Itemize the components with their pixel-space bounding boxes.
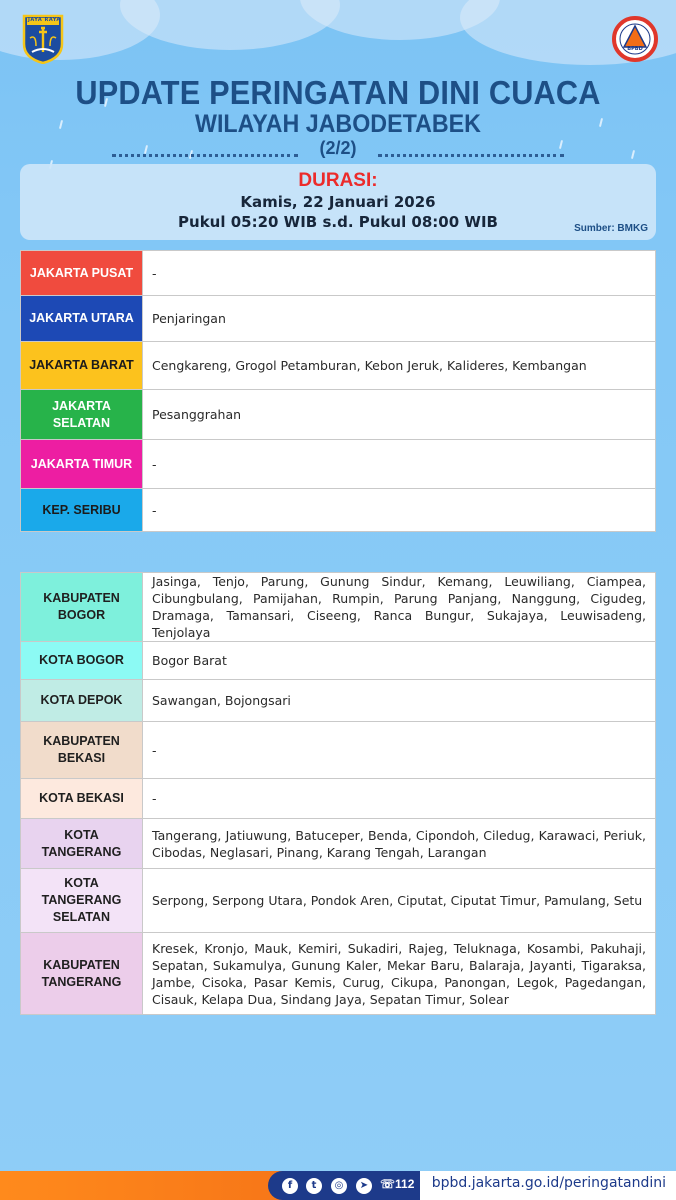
region-name: KOTA BEKASI [21, 779, 143, 819]
affected-areas: - [143, 489, 656, 532]
bodetabek-warning-table [20, 572, 656, 1015]
table-row [21, 342, 656, 390]
bpbd-logo: BPBD [612, 16, 658, 62]
affected-areas: Pesanggrahan [143, 390, 656, 440]
instagram-icon[interactable]: ◎ [331, 1178, 347, 1194]
table-row [21, 489, 656, 532]
region-name: KABUPATEN TANGERANG [21, 933, 143, 1015]
region-name: KOTA DEPOK [21, 680, 143, 722]
region-name: KABUPATEN BEKASI [21, 722, 143, 779]
duration-time: Pukul 05:20 WIB s.d. Pukul 08:00 WIB [178, 213, 498, 231]
affected-areas: - [143, 251, 656, 296]
table-row [21, 642, 656, 680]
table-row [21, 933, 656, 1015]
website-link[interactable]: bpbd.jakarta.go.id/peringatandini [431, 1175, 666, 1191]
region-name: JAKARTA PUSAT [21, 251, 143, 296]
table-row [21, 573, 656, 642]
facebook-icon[interactable]: f [282, 1178, 298, 1194]
table-row [21, 440, 656, 489]
table-row [21, 779, 656, 819]
affected-areas: Jasinga, Tenjo, Parung, Gunung Sindur, Kemang, Leuwiliang, Ciampea, Cibungbulang, Pamijahan, Rumpin, Parung Panjang, Nanggung, Cigudeg, Dramaga, Tamansari, Ciseeng, Ranca Bungur, Sukajaya, Leuwisadeng, Tenjolaya [143, 573, 656, 642]
region-name: KOTA BOGOR [21, 642, 143, 680]
hotline-number[interactable]: ☏112 [380, 1177, 415, 1191]
region-name: KOTA TANGERANG [21, 819, 143, 869]
jakarta-emblem-logo: JAYA RAYA [22, 14, 64, 64]
affected-areas: Serpong, Serpong Utara, Pondok Aren, Ciputat, Ciputat Timur, Pamulang, Setu [143, 869, 656, 933]
jakarta-warning-table [20, 250, 656, 532]
table-row [21, 296, 656, 342]
region-name: KEP. SERIBU [21, 489, 143, 532]
table-row [21, 680, 656, 722]
telegram-icon[interactable]: ➤ [356, 1178, 372, 1194]
table-row [21, 819, 656, 869]
data-source: Sumber: BMKG [574, 223, 648, 234]
affected-areas: Bogor Barat [143, 642, 656, 680]
duration-date: Kamis, 22 Januari 2026 [240, 193, 436, 211]
affected-areas: - [143, 440, 656, 489]
page-indicator: (2/2) [319, 138, 357, 158]
duration-label: DURASI: [298, 170, 378, 191]
table-row [21, 722, 656, 779]
twitter-icon[interactable]: t [306, 1178, 322, 1194]
region-name: JAKARTA UTARA [21, 296, 143, 342]
affected-areas: - [143, 722, 656, 779]
region-name: JAKARTA TIMUR [21, 440, 143, 489]
region-name: JAKARTA SELATAN [21, 390, 143, 440]
affected-areas: Sawangan, Bojongsari [143, 680, 656, 722]
affected-areas: Tangerang, Jatiuwung, Batuceper, Benda, Cipondoh, Ciledug, Karawaci, Periuk, Cibodas, Neglasari, Pinang, Karang Tengah, Larangan [143, 819, 656, 869]
phone-icon: ☏ [380, 1177, 396, 1191]
page-title: UPDATE PERINGATAN DINI CUACA [75, 74, 601, 111]
table-row [21, 251, 656, 296]
affected-areas: Cengkareng, Grogol Petamburan, Kebon Jeruk, Kalideres, Kembangan [143, 342, 656, 390]
region-name: JAKARTA BARAT [21, 342, 143, 390]
affected-areas: Penjaringan [143, 296, 656, 342]
table-row [21, 869, 656, 933]
region-name: KABUPATEN BOGOR [21, 573, 143, 642]
divider-right [378, 154, 564, 157]
affected-areas: Kresek, Kronjo, Mauk, Kemiri, Sukadiri, Rajeg, Teluknaga, Kosambi, Pakuhaji, Sepatan, Sukamulya, Gunung Kaler, Mekar Baru, Balaraja, Jayanti, Tigaraksa, Jambe, Cisoka, Pasar Kemis, Curug, Cikupa, Panongan, Legok, Pagedangan, Cisauk, Kelapa Dua, Sindang Jaya, Sepatan Timur, Solear [143, 933, 656, 1015]
affected-areas: - [143, 779, 656, 819]
region-name: KOTA TANGERANG SELATAN [21, 869, 143, 933]
table-row [21, 390, 656, 440]
page-subtitle: WILAYAH JABODETABEK [195, 110, 481, 138]
